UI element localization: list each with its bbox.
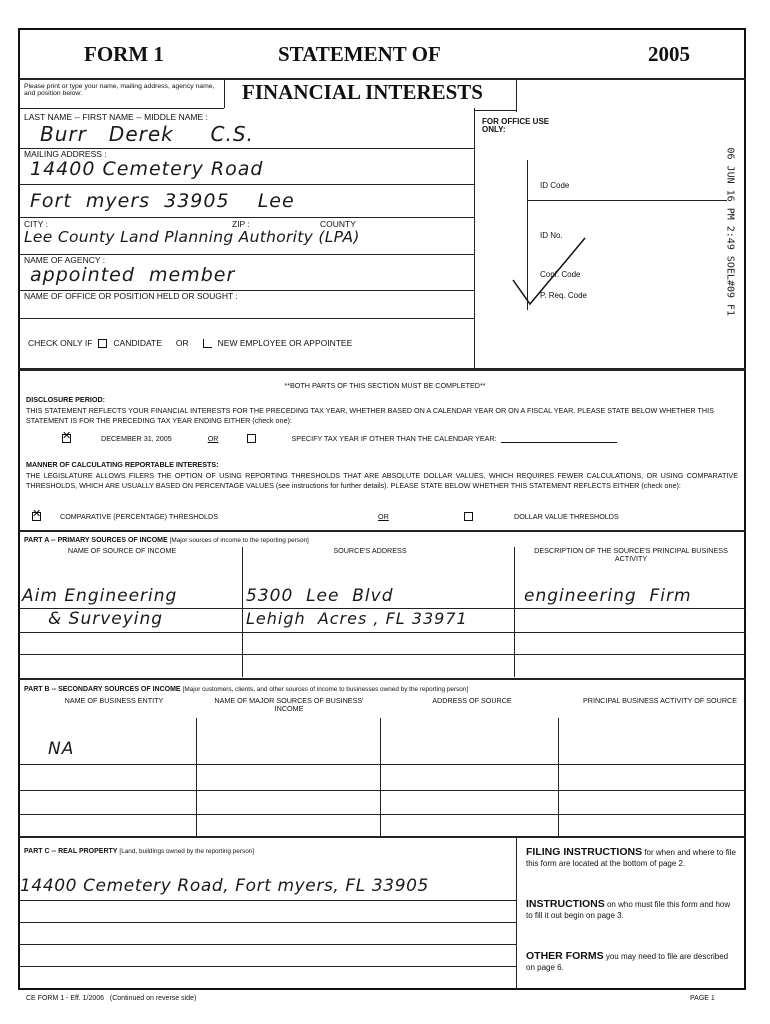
receipt-stamp: 06 JUN 16 PM 2:49 SOEL#09 F1 bbox=[724, 147, 736, 317]
part-c-row-line-4 bbox=[18, 966, 516, 967]
part-c-subtitle: [Land, buildings owned by the reporting person] bbox=[119, 848, 255, 855]
part-a-col1-header: NAME OF SOURCE OF INCOME bbox=[67, 546, 177, 555]
part-c-row-line-3 bbox=[18, 944, 516, 945]
comparative-checkbox[interactable] bbox=[32, 512, 41, 521]
part-b-top-rule bbox=[18, 678, 746, 680]
period-choice-row bbox=[62, 434, 617, 443]
checkmark-icon bbox=[505, 230, 605, 310]
office-top-rule bbox=[474, 110, 516, 111]
conf-code-label: Conf. Code bbox=[540, 270, 581, 279]
part-a-header bbox=[24, 537, 309, 545]
part-a-row2-address: Lehigh Acres , FL 33971 bbox=[246, 609, 468, 628]
part-a-row2-name: & Surveying bbox=[48, 609, 164, 629]
id-no-label: ID No. bbox=[540, 231, 563, 240]
part-b-row-line-2 bbox=[18, 790, 746, 791]
disclosure-top-rule bbox=[18, 368, 746, 371]
part-b-col-divider-3 bbox=[558, 718, 559, 836]
part-a-col3-header: DESCRIPTION OF THE SOURCE'S PRINCIPAL BUSINESS ACTIVITY bbox=[534, 546, 728, 563]
part-b-col-divider-2 bbox=[380, 718, 381, 836]
part-b-row-line-3 bbox=[18, 814, 746, 815]
manner-text: THE LEGISLATURE ALLOWS FILERS THE OPTION OF USING REPORTING THRESHOLDS THAT ARE ABSOLUTE DOLLAR VALUES, WHICH REQUIRES FEWER CALCULATIONS, OR USING COMPARATIVE THRESHOLDS, WHICH ARE USUALLY BASED ON PERCENTAGE VALUES (see instructions for further details). PLEASE STATE BELOW WHETHER THIS STATEMENT REFLECTS EITHER (check one): bbox=[26, 471, 738, 490]
new-employee-label: NEW EMPLOYEE OR APPOINTEE bbox=[217, 338, 353, 349]
part-c-top-rule bbox=[18, 836, 746, 838]
specify-checkbox[interactable] bbox=[247, 434, 256, 443]
id-code-line bbox=[527, 200, 727, 201]
part-c-header bbox=[24, 848, 254, 856]
mailing-line1: 14400 Cemetery Road bbox=[30, 158, 264, 180]
part-b-col2-header: NAME OF MAJOR SOURCES OF BUSINESS' INCOME bbox=[214, 696, 364, 713]
dollar-checkbox[interactable] bbox=[464, 512, 473, 521]
print-note-divider bbox=[224, 78, 225, 108]
period-or: OR bbox=[207, 433, 219, 443]
part-c-instructions-divider bbox=[516, 836, 517, 990]
id-code-label: ID Code bbox=[540, 181, 570, 190]
part-a-row1-activity: engineering Firm bbox=[524, 586, 692, 606]
agency-label: NAME OF AGENCY : bbox=[24, 255, 106, 265]
part-a-col2-header: SOURCE'S ADDRESS bbox=[333, 546, 407, 555]
part-c-title: PART C -- REAL PROPERTY bbox=[24, 848, 118, 855]
part-b-col1-header: NAME OF BUSINESS ENTITY bbox=[64, 696, 164, 705]
part-a-row-line-2 bbox=[18, 632, 746, 633]
position-label: NAME OF OFFICE OR POSITION HELD OR SOUGHT : bbox=[24, 291, 238, 301]
form-title-line1: STATEMENT OF bbox=[278, 42, 441, 66]
mailing-line-1 bbox=[18, 184, 474, 185]
filing-instructions bbox=[526, 846, 738, 868]
part-b-row-line-1 bbox=[18, 764, 746, 765]
comparative-label: COMPARATIVE (PERCENTAGE) THRESHOLDS bbox=[60, 512, 219, 521]
specify-label: SPECIFY TAX YEAR IF OTHER THAN THE CALENDAR YEAR: bbox=[291, 433, 497, 443]
part-a-top-rule bbox=[18, 530, 746, 532]
dollar-label: DOLLAR VALUE THRESHOLDS bbox=[514, 512, 619, 521]
instructions-note bbox=[526, 898, 738, 920]
new-employee-checkbox[interactable] bbox=[203, 339, 212, 348]
office-divider bbox=[474, 108, 475, 368]
name-label: LAST NAME -- FIRST NAME -- MIDDLE NAME : bbox=[24, 112, 208, 122]
form-label: FORM 1 bbox=[84, 42, 164, 66]
period-text: THIS STATEMENT REFLECTS YOUR FINANCIAL INTERESTS FOR THE PRECEDING TAX YEAR, WHETHER BASED ON A CALENDAR YEAR OR ON A FISCAL YEAR. PLEASE STATE BELOW WHETHER THIS STATEMENT IS FOR THE PRECEDING TAX YEAR ENDING EITHER (check one): bbox=[26, 406, 714, 425]
or-label: OR bbox=[175, 338, 189, 349]
part-a-subtitle: [Major sources of income to the reporting person] bbox=[169, 537, 309, 544]
part-a-title: PART A -- PRIMARY SOURCES OF INCOME bbox=[24, 537, 168, 544]
other-forms-note bbox=[526, 950, 738, 972]
office-use-label: FOR OFFICE USE ONLY: bbox=[482, 117, 550, 135]
check-only-label: CHECK ONLY IF bbox=[28, 338, 93, 349]
check-only-row bbox=[28, 339, 352, 348]
part-a-row1-address: 5300 Lee Blvd bbox=[246, 586, 394, 606]
preq-code-label: P. Req. Code bbox=[540, 291, 587, 300]
part-b-title: PART B -- SECONDARY SOURCES OF INCOME bbox=[24, 686, 181, 693]
print-note: Please print or type your name, mailing address, agency name, and position below: bbox=[24, 83, 215, 98]
title-right-divider bbox=[516, 78, 517, 112]
dec31-label: DECEMBER 31, 2005 bbox=[101, 433, 172, 443]
part-a-col-divider-1 bbox=[242, 547, 243, 677]
filing-instructions-text: for when and where to file this form are located at the bottom of page 2. bbox=[526, 848, 736, 868]
position-line bbox=[18, 290, 474, 291]
part-b-col3-header: ADDRESS OF SOURCE bbox=[432, 696, 512, 705]
other-forms-title: OTHER FORMS bbox=[526, 950, 604, 962]
dec31-checkbox[interactable] bbox=[62, 434, 71, 443]
mailing-label: MAILING ADDRESS : bbox=[24, 149, 107, 159]
instructions-text: on who must file this form and how to fill it out begin on page 3. bbox=[526, 900, 731, 920]
instructions-title: INSTRUCTIONS bbox=[526, 898, 605, 910]
county-label: COUNTY bbox=[320, 219, 356, 229]
period-title: DISCLOSURE PERIOD: bbox=[26, 395, 106, 404]
position-value: appointed member bbox=[30, 264, 236, 286]
mailing-line-2 bbox=[18, 217, 474, 218]
part-b-col4-header: PRINCIPAL BUSINESS ACTIVITY OF SOURCE bbox=[582, 696, 738, 705]
agency-value: Lee County Land Planning Authority (LPA) bbox=[24, 228, 360, 246]
zip-label: ZIP : bbox=[232, 219, 250, 229]
position-line-2 bbox=[18, 318, 474, 319]
specify-input[interactable] bbox=[501, 435, 617, 443]
part-c-row-line-1 bbox=[18, 900, 516, 901]
footer-form-id: CE FORM 1 - Eff. 1/2006 (Continued on reverse side) bbox=[26, 995, 197, 1002]
part-b-col-divider-1 bbox=[196, 718, 197, 836]
mailing-line2: Fort myers 33905 Lee bbox=[30, 190, 295, 212]
part-b-row1-name: NA bbox=[48, 739, 75, 759]
city-label: CITY : bbox=[24, 219, 48, 229]
manner-or: OR bbox=[378, 512, 389, 521]
both-parts-notice: **BOTH PARTS OF THIS SECTION MUST BE COMPLETED** bbox=[284, 381, 486, 390]
manner-title: MANNER OF CALCULATING REPORTABLE INTERESTS: bbox=[26, 460, 219, 469]
footer-page-number: PAGE 1 bbox=[690, 995, 715, 1002]
name-value: Burr Derek C.S. bbox=[40, 122, 254, 146]
title-underline bbox=[18, 108, 224, 109]
form-year: 2005 bbox=[648, 42, 690, 66]
filing-instructions-title: FILING INSTRUCTIONS bbox=[526, 846, 643, 858]
part-c-row-line-2 bbox=[18, 922, 516, 923]
part-a-row1-name: Aim Engineering bbox=[22, 586, 178, 606]
form-title-line2: FINANCIAL INTERESTS bbox=[242, 80, 483, 104]
other-forms-text: you may need to file are described on page 6. bbox=[526, 952, 729, 972]
part-a-row-line-3 bbox=[18, 654, 746, 655]
part-b-subtitle: [Major customers, clients, and other sources of income to businesses owned by the reporting person] bbox=[182, 686, 469, 693]
part-b-header bbox=[24, 686, 468, 694]
candidate-label: CANDIDATE bbox=[113, 338, 162, 349]
part-a-col-divider-2 bbox=[514, 547, 515, 677]
part-c-row1: 14400 Cemetery Road, Fort myers, FL 33905 bbox=[20, 876, 429, 896]
candidate-checkbox[interactable] bbox=[98, 339, 107, 348]
